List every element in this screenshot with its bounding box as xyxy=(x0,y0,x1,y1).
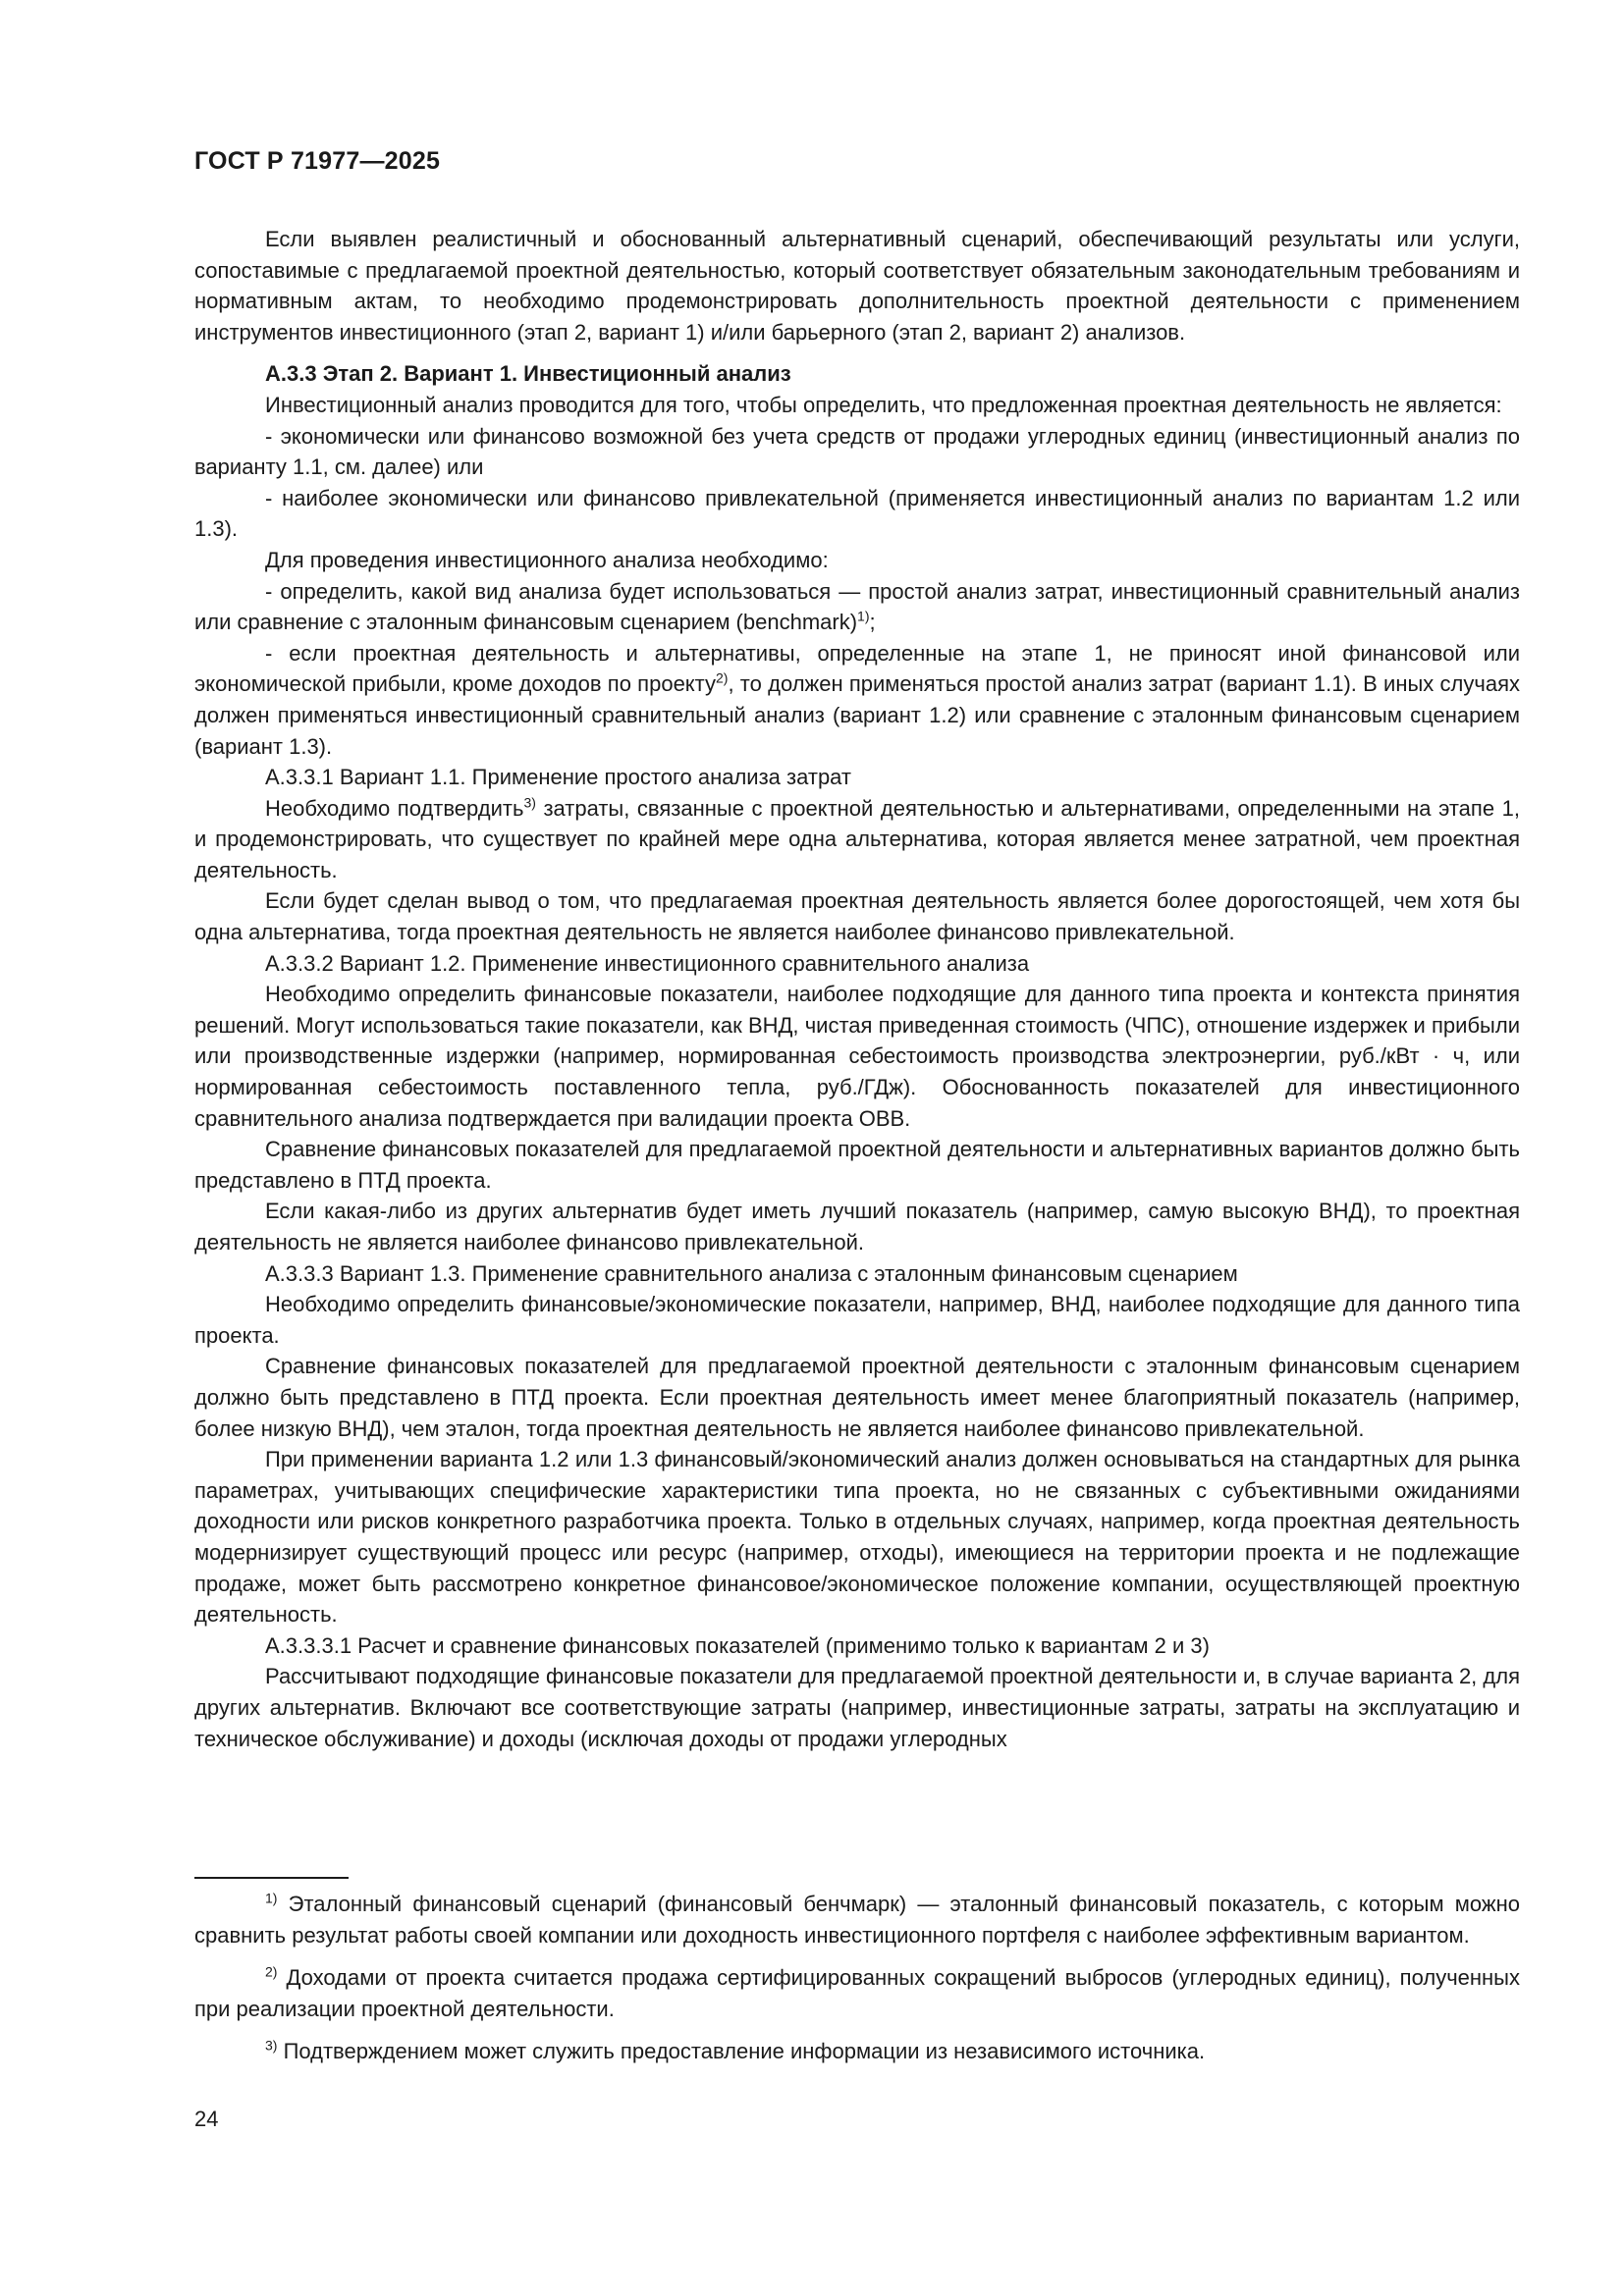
footnote-ref: 2) xyxy=(716,669,729,686)
paragraph: Инвестиционный анализ проводится для того, чтобы определить, что предложенная проектная деятельность не является: xyxy=(265,392,1502,417)
footnote-text: Подтверждением может служить предоставление информации из независимого источника. xyxy=(277,2039,1206,2064)
footnote-mark: 2) xyxy=(265,1963,278,1980)
document-header: ГОСТ Р 71977—2025 xyxy=(194,147,441,175)
footnote xyxy=(194,2036,1520,2067)
paragraph: Сравнение финансовых показателей для предлагаемой проектной деятельности с эталонным финансовым сценарием должно быть представлено в ПТД проекта. Если проектная деятельность имеет менее благоприятный показатель (например, более низкую ВНД), чем эталон, тогда проектная деятельность не является наиболее финансово привлекательной. xyxy=(194,1354,1520,1441)
section-heading: А.3.3 Этап 2. Вариант 1. Инвестиционный анализ xyxy=(265,361,791,387)
paragraph: Для проведения инвестиционного анализа необходимо: xyxy=(265,547,829,572)
text-run: ; xyxy=(869,610,876,635)
paragraph: Если выявлен реалистичный и обоснованный альтернативный сценарий, обеспечивающий результаты или услуги, сопоставимые с предлагаемой проектной деятельностью, который соответствует обязательным законодательным требованиям и нормативным актам, то необходимо продемонстрировать дополнительность проектной деятельности с применением инструментов инвестиционного (этап 2, вариант 1) и/или барьерного (этап 2, вариант 2) анализов. xyxy=(194,227,1520,345)
list-item xyxy=(194,638,1520,762)
subsection-heading: А.3.3.3 Вариант 1.3. Применение сравнительного анализа с эталонным финансовым сценарием xyxy=(265,1260,1238,1286)
footnote-ref: 3) xyxy=(523,794,536,811)
paragraph: Рассчитывают подходящие финансовые показатели для предлагаемой проектной деятельности и, в случае варианта 2, для других альтернатив. Включают все соответствующие затраты (например, инвестиционные затраты, затраты на эксплуатацию и техническое обслуживание) и доходы (исключая доходы от продажи углеродных xyxy=(194,1664,1520,1751)
text-run: Необходимо подтвердить xyxy=(265,795,524,821)
page-number: 24 xyxy=(194,2107,219,2131)
footnotes xyxy=(194,1889,1520,2079)
footnote-ref: 1) xyxy=(857,608,870,624)
list-item xyxy=(194,576,1520,638)
paragraph: Необходимо определить финансовые/экономические показатели, например, ВНД, наиболее подходящие для данного типа проекта. xyxy=(194,1292,1520,1348)
footnote-divider xyxy=(194,1877,349,1879)
footnote-mark: 1) xyxy=(265,1890,278,1906)
paragraph: Сравнение финансовых показателей для предлагаемой проектной деятельности и альтернативных вариантов должно быть представлено в ПТД проекта. xyxy=(194,1137,1520,1193)
subsection-heading: А.3.3.3.1 Расчет и сравнение финансовых показателей (применимо только к вариантам 2 и 3) xyxy=(265,1632,1210,1658)
list-item: - наиболее экономически или финансово привлекательной (применяется инвестиционный анализ по вариантам 1.2 или 1.3). xyxy=(194,485,1520,542)
paragraph: Необходимо определить финансовые показатели, наиболее подходящие для данного типа проекта и контекста принятия решений. Могут использоваться такие показатели, как ВНД, чистая приведенная стоимость (ЧПС), отношение издержек и прибыли или производственные издержки (например, нормированная себестоимость производства электроэнергии, руб./кВт · ч, или нормированная себестоимость поставленного тепла, руб./ГДж). Обоснованность показателей для инвестиционного сравнительного анализа подтверждается при валидации проекта ОВВ. xyxy=(194,982,1520,1131)
footnote-text: Эталонный финансовый сценарий (финансовый бенчмарк) — эталонный финансовый показатель, с которым можно сравнить результат работы своей компании или доходность инвестиционного портфеля с наиболее эффективным вариантом. xyxy=(194,1892,1520,1948)
subsection-heading: А.3.3.1 Вариант 1.1. Применение простого анализа затрат xyxy=(265,765,852,790)
footnote xyxy=(194,1962,1520,2024)
text-run: затраты, связанные с проектной деятельностью и альтернативами, определенными на этапе 1, и продемонстрировать, что существует по крайней мере одна альтернатива, которая является менее затратной, чем проектная деятельность. xyxy=(194,795,1520,882)
paragraph xyxy=(194,793,1520,886)
text-run: - если проектная деятельность и альтернативы, определенные на этапе 1, не приносят иной финансовой или экономической прибыли, кроме доходов по проекту xyxy=(194,640,1520,697)
paragraph: Если будет сделан вывод о том, что предлагаемая проектная деятельность является более дорогостоящей, чем хотя бы одна альтернатива, тогда проектная деятельность не является наиболее финансово привлекательной. xyxy=(194,888,1520,945)
footnote-mark: 3) xyxy=(265,2038,278,2055)
footnote xyxy=(194,1889,1520,1950)
paragraph: При применении варианта 1.2 или 1.3 финансовый/экономический анализ должен основываться на стандартных для рынка параметрах, учитывающих специфические характеристики типа проекта, но не связанных с субъективными ожиданиями доходности или рисков конкретного разработчика проекта. Только в отдельных случаях, например, когда проектная деятельность модернизирует существующий процесс или ресурс (например, отходы), имеющиеся на территории проекта и не подлежащие продаже, может быть рассмотрено конкретное финансовое/экономическое положение компании, осуществляющей проектную деятельность. xyxy=(194,1447,1520,1628)
subsection-heading: А.3.3.2 Вариант 1.2. Применение инвестиционного сравнительного анализа xyxy=(265,950,1030,976)
text-run: - определить, какой вид анализа будет использоваться — простой анализ затрат, инвестиционный сравнительный анализ или сравнение с эталонным финансовым сценарием (benchmark) xyxy=(194,578,1520,635)
text-run: , то должен применяться простой анализ затрат (вариант 1.1). В иных случаях должен применяться инвестиционный сравнительный анализ (вариант 1.2) или сравнение с эталонным финансовым сценарием (вариант 1.3). xyxy=(194,671,1520,759)
list-item: - экономически или финансово возможной без учета средств от продажи углеродных единиц (инвестиционный анализ по варианту 1.1, см. далее) или xyxy=(194,423,1520,480)
main-text xyxy=(194,224,1520,1754)
paragraph: Если какая-либо из других альтернатив будет иметь лучший показатель (например, самую высокую ВНД), то проектная деятельность не является наиболее финансово привлекательной. xyxy=(194,1199,1520,1255)
footnote-text: Доходами от проекта считается продажа сертифицированных сокращений выбросов (углеродных единиц), полученных при реализации проектной деятельности. xyxy=(194,1965,1520,2021)
